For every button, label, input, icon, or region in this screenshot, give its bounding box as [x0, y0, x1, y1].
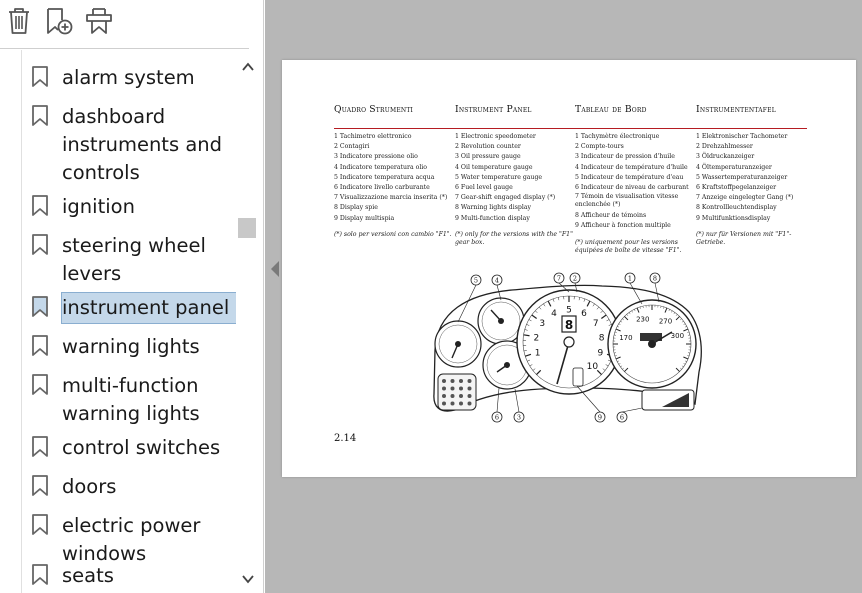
gear-display-value: 8: [564, 318, 574, 332]
legend-item: 8 Display spie: [334, 204, 378, 212]
legend-item: 1 Electronic speedometer: [455, 133, 536, 140]
tacho-number: 4: [551, 309, 557, 320]
legend-item: 1 Elektronischer Tachometer: [696, 133, 788, 140]
footnote: (*) only for the versions with the "F1" gear box.: [455, 230, 573, 246]
legend-item: 3 Indicatore pressione olio: [334, 153, 418, 161]
warning-light: [451, 394, 455, 398]
language-column: [334, 104, 452, 239]
warning-light: [451, 402, 455, 406]
legend-item: 4 Indicatore temperatura olio: [334, 163, 428, 171]
legend-item: 9 Display multispia: [334, 214, 395, 222]
warning-light: [468, 402, 472, 406]
warning-light: [459, 387, 463, 391]
bookmark-tree: [0, 50, 236, 593]
footnote: (*) uniquement pour les versions équipées de boîte de vitesse "F1".: [575, 238, 682, 254]
document-page: [282, 60, 856, 477]
tacho-number: 10: [586, 361, 599, 372]
tree-guide-line: [21, 50, 22, 593]
bookmark-label: alarm system: [62, 66, 195, 89]
legend-item: 5 Indicatore temperatura acqua: [334, 173, 435, 181]
bookmark-label: doors: [62, 475, 117, 498]
bookmark-icon: [31, 296, 49, 318]
tacho-number: 3: [539, 319, 546, 330]
legend-item: 2 Drehzahlmesser: [696, 143, 753, 151]
footnote: (*) solo per versioni con cambio "F1".: [334, 230, 452, 238]
speedo-number: 300: [670, 331, 685, 340]
warning-light: [442, 394, 446, 398]
bookmark-label: control switches: [62, 436, 221, 459]
warning-light: [442, 402, 446, 406]
bookmark-label: electric power windows: [62, 514, 201, 565]
callout-number: 6: [494, 413, 500, 422]
warning-light: [451, 387, 455, 391]
column-title: Quadro Strumenti: [334, 104, 414, 115]
legend-item: 3 Oil pressure gauge: [455, 153, 521, 161]
legend-item: 1 Tachimetro elettronico: [334, 133, 412, 140]
speedo-number: 270: [658, 317, 673, 326]
legend-item: 2 Compte-tours: [575, 143, 624, 151]
legend-item: 2 Contagiri: [334, 143, 370, 151]
bookmarks-sidebar: [0, 0, 264, 593]
add-bookmark-icon: [44, 6, 74, 36]
bookmark-icon: [31, 564, 49, 586]
legend-item: 9 Afficheur à fonction multiple: [575, 222, 671, 230]
language-column: [455, 104, 573, 247]
language-column: [575, 104, 693, 255]
legend-item: 3 Indicateur de pression d'huile: [575, 153, 675, 161]
tacho-number: 9: [597, 348, 604, 359]
speedo-number: 230: [636, 315, 650, 324]
bookmark-label: seats: [62, 564, 114, 587]
warning-light: [442, 387, 446, 391]
legend-item: 6 Fuel level gauge: [455, 184, 513, 192]
tacho-number: 6: [581, 309, 587, 320]
legend-item: 4 Oil temperature gauge: [455, 163, 533, 171]
legend-item: 9 Multifunktionsdisplay: [696, 214, 771, 222]
bookmark-icon: [31, 374, 49, 396]
trash-icon: [6, 7, 32, 35]
warning-light: [451, 379, 455, 383]
legend-item: 8 Afficheur de témoins: [575, 212, 647, 220]
footnote: (*) nur für Versionen mit "F1"-Getriebe.: [696, 230, 792, 246]
bookmark-icon: [31, 234, 49, 256]
warning-light: [459, 402, 463, 406]
legend-item: 3 Öldruckanzeiger: [696, 153, 755, 161]
tacho-number: 7: [592, 319, 599, 330]
bookmark-icon: [31, 514, 49, 536]
bookmark-icon: [31, 66, 49, 88]
scrollbar-thumb[interactable]: [238, 218, 256, 238]
bookmark-label: steering wheel levers: [62, 234, 206, 285]
callout-number: 3: [516, 413, 522, 422]
legend-item: 7 Témoin de visualisation vitesse enclenchée (*): [575, 193, 679, 209]
legend-item: 7 Visualizzazione marcia inserita (*): [334, 194, 448, 202]
tacho-number: 2: [533, 333, 540, 344]
warning-light: [468, 379, 472, 383]
collapse-sidebar-icon[interactable]: [268, 259, 282, 279]
bookmark-label: dashboard instruments and controls: [62, 105, 222, 184]
legend-list: [455, 132, 573, 224]
sidebar-scrollbar[interactable]: [237, 50, 257, 593]
tacho-number: 5: [566, 305, 572, 316]
page-number: 2.14: [334, 433, 357, 444]
callout-number: 4: [494, 276, 500, 285]
legend-item: 6 Indicatore livello carburante: [334, 184, 430, 192]
fuel-level-display: [642, 390, 694, 410]
callout-number: 1: [627, 274, 633, 283]
legend-item: 7 Anzeige eingelegter Gang (*): [696, 194, 794, 202]
callout-number: 7: [556, 274, 562, 283]
warning-light: [468, 387, 472, 391]
language-column: [696, 104, 814, 247]
legend-list: [575, 132, 693, 232]
bookmark-options-button[interactable]: [82, 4, 116, 38]
legend-list: [334, 132, 452, 224]
scroll-up-icon[interactable]: [241, 60, 255, 74]
bookmark-label: ignition: [62, 195, 135, 218]
legend-item: 5 Indicateur de température d'eau: [575, 173, 684, 181]
bookmark-icon: [31, 436, 49, 458]
legend-item: 8 Warning lights display: [455, 204, 532, 212]
column-title: Tableau de Bord: [575, 104, 647, 115]
legend-item: 2 Revolution counter: [455, 143, 521, 151]
bookmark-label: instrument panel: [61, 292, 236, 324]
bookmark-label: warning lights: [62, 335, 200, 358]
legend-list: [696, 132, 814, 224]
legend-item: 6 Kraftstoffpegelanzeiger: [696, 184, 777, 192]
delete-bookmark-button[interactable]: [2, 4, 36, 38]
add-bookmark-button[interactable]: [42, 4, 76, 38]
bookmarks-toolbar: [0, 0, 264, 48]
bookmark-label: multi-function warning lights: [62, 374, 200, 425]
callout-number: 8: [652, 274, 658, 283]
toolbar-divider: [0, 48, 249, 49]
legend-item: 5 Wassertemperaturanzeiger: [696, 173, 788, 181]
legend-item: 1 Tachymètre électronique: [575, 133, 660, 140]
tacho-number: 8: [598, 333, 605, 344]
bookmark-icon: [31, 475, 49, 497]
header-rule: [334, 128, 807, 129]
callout-number: 6: [619, 413, 625, 422]
warning-light: [459, 394, 463, 398]
warning-light: [442, 379, 446, 383]
water-temp-gauge: [435, 321, 481, 367]
callout-number: 9: [597, 413, 603, 422]
tachometer: [517, 290, 621, 394]
legend-item: 6 Indicateur de niveau de carburant: [575, 184, 689, 192]
column-title: Instrument Panel: [455, 104, 532, 115]
legend-item: 4 Öltemperaturanzeiger: [696, 163, 772, 171]
warning-lights-panel: [438, 374, 476, 410]
legend-item: 9 Multi-function display: [455, 214, 530, 222]
bookmark-icon: [31, 195, 49, 217]
warning-light: [459, 379, 463, 383]
legend-item: 4 Indicateur de température d'huile: [575, 163, 688, 171]
column-title: Instrumententafel: [696, 104, 776, 115]
bookmark-options-icon: [83, 6, 115, 36]
scroll-down-icon[interactable]: [241, 572, 255, 586]
speedo-number: 170: [619, 334, 633, 343]
bookmark-icon: [31, 335, 49, 357]
legend-item: 5 Water temperature gauge: [455, 173, 543, 181]
tacho-number: 1: [534, 348, 541, 359]
callout-number: 2: [572, 274, 578, 283]
speedometer: [608, 300, 696, 388]
warning-light: [468, 394, 472, 398]
callout-number: 5: [473, 276, 479, 285]
document-viewer[interactable]: [265, 0, 862, 593]
instrument-panel-diagram: [427, 272, 707, 424]
bookmark-icon: [31, 105, 49, 127]
legend-item: 7 Gear-shift engaged display (*): [455, 194, 556, 202]
legend-item: 8 Kontrollleuchtendisplay: [696, 204, 777, 212]
